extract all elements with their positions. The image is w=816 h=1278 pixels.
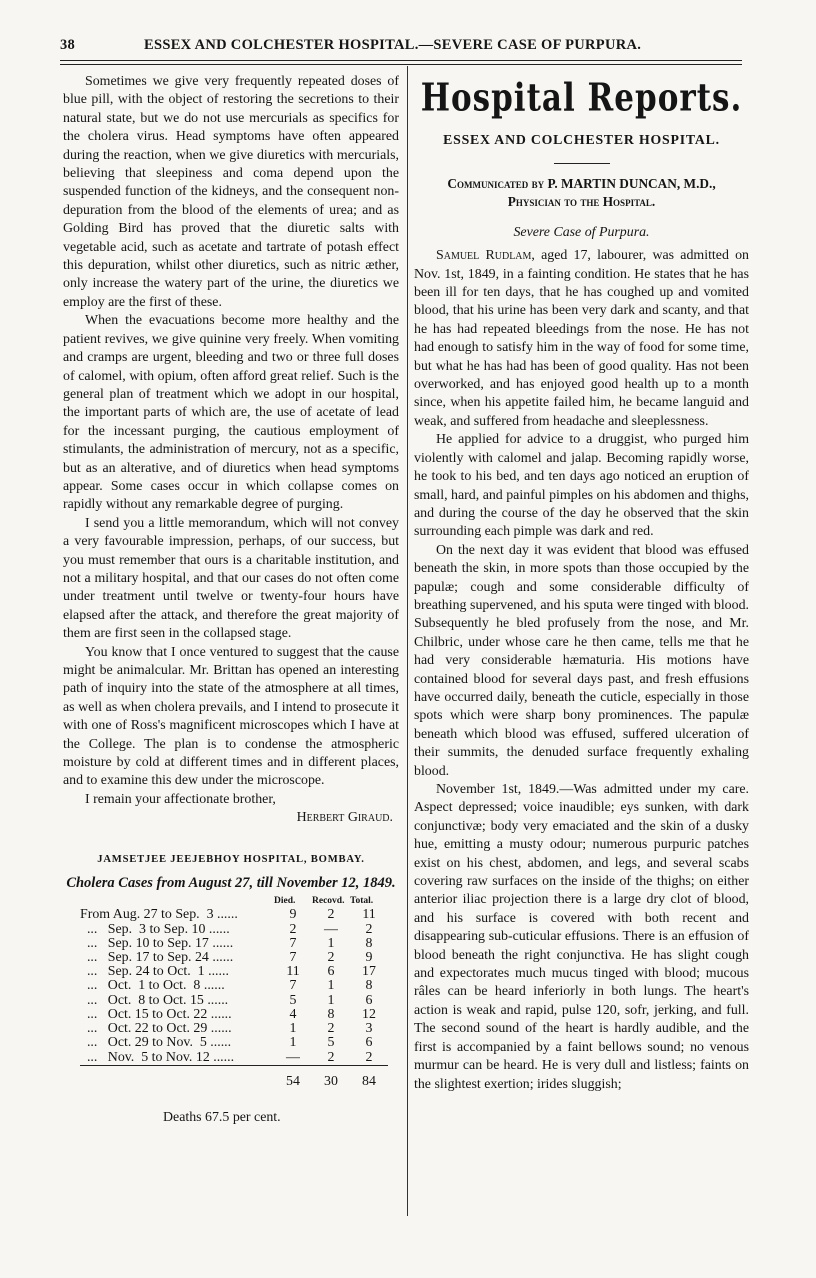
paragraph-text: aged 17, labourer, was admitted on Nov. 1st, 1849, in a fainting condition. He states that he has been ill for ten days, that he has coughed up and vomited blood, that his urine has been very dark and scanty, and that he has had repeated bleedings from the nose. He has not had enough to satisfy him in the way of food for some time, but what he has had has been of good quality. Has not been overworked, and has enjoyed good health up to a month since, when his appetite failed him, he became languid and weak, and suffered from headache and sleeplessness. (414, 248, 749, 429)
table-row (80, 1036, 388, 1050)
row-total: 6 (365, 992, 373, 1008)
paragraph: November 1st, 1849.—Was admitted under my care. Aspect depressed; voice inaudible; eys sunken, with dark conjunctivæ; body very emaciated and the skin of a dusky hue, emitting a musty odour; numerous purpuric patches exist on his chest, abdomen, and legs, and several scabs covering raw surfaces on the inside of the thighs; on either anterior iliac projection there is a large dry clot of blood, and his surface is covered with both recent and disappearing sub-cuticular effusions. There is an effusion of blood beneath the right conjunctiva. He has slight cough and expectorates much mucus tinged with blood; mucous râles can be heard inferiorly in both lungs. The heart's action is weak and rapid, pulse 120, sofr, jerking, and full. The second sound of the heart is hardly audible, and the first is accompanied by a faint bellows sound; no venous murmur can be heard. He is very dull and listless; faints on the slightest exertion; irides sluggish; (414, 782, 749, 1092)
row-died: 11 (286, 964, 300, 980)
paragraph (414, 247, 749, 431)
header-rule (60, 60, 742, 61)
totals-row (80, 1065, 388, 1089)
row-period: ... Oct. 15 to Oct. 22 ...... (80, 1006, 232, 1022)
table-row (80, 994, 388, 1008)
row-period: ... Sep. 24 to Oct. 1 ...... (80, 964, 229, 980)
row-died: 4 (289, 1006, 297, 1022)
column-header: Recovd. (312, 896, 345, 907)
table-row (80, 1051, 388, 1066)
total-total: 84 (350, 1065, 388, 1089)
row-recovered: 2 (327, 1049, 335, 1065)
paragraph: I send you a little memorandum, which will not convey a very favourable impression, perhaps, of our success, but you must remember that ours is a charitable institution, and not a military hospital, and that our cases do not often come under treatment until twelve or twenty-four hours have elapsed after the attack, and therefore the great majority of them are first seen in the collapsed stage. (63, 515, 399, 642)
case-title: Severe Case of Purpura. (513, 224, 650, 240)
row-period: From Aug. 27 to Sep. 3 ...... (80, 907, 238, 923)
table-row (80, 1022, 388, 1036)
section-title: Hospital Reports. (420, 75, 743, 121)
letter-signature: Herbert Giraud. (296, 810, 393, 826)
letter-closing: I remain your affectionate brother, (85, 791, 276, 807)
row-total: 2 (365, 1049, 373, 1065)
total-died: 54 (274, 1065, 312, 1089)
row-total: 2 (365, 921, 373, 937)
row-recovered: 6 (327, 964, 335, 980)
row-died: 5 (289, 992, 297, 1008)
row-recovered: 2 (327, 907, 335, 923)
total-recovered: 30 (312, 1065, 350, 1089)
communicated-by: Communicated by P. MARTIN DUNCAN, M.D., (447, 175, 716, 191)
column-header: Total. (350, 896, 374, 907)
row-total: 12 (362, 1006, 376, 1022)
row-recovered: 1 (327, 935, 335, 951)
table-row (80, 1008, 388, 1022)
row-died: 2 (289, 921, 297, 937)
row-died: 7 (289, 950, 297, 966)
row-died: 1 (289, 1021, 297, 1037)
table-row (80, 908, 388, 922)
row-period: ... Nov. 5 to Nov. 12 ...... (80, 1049, 235, 1065)
paragraph: You know that I once ventured to suggest that the cause might be animalcular. Mr. Brittan has opened an interesting path of inquiry into the state of the atmosphere at all times, as well as when cholera prevails, and I intend to prosecute it with one of Ross's magnificent microscopes which I have at the College. The plan is to condense the atmospheric moisture by cold at different times and in different places, and to examine this dew under the microscope. (63, 644, 399, 789)
row-died: 7 (289, 935, 297, 951)
table-row (80, 923, 388, 937)
row-total: 9 (365, 950, 373, 966)
page-number: 38 (60, 37, 76, 53)
row-total: 11 (362, 907, 376, 923)
table-row (80, 937, 388, 951)
row-total: 3 (365, 1021, 373, 1037)
table-row (80, 951, 388, 965)
right-column (414, 73, 749, 1094)
table-title: Cholera Cases from August 27, till November 12, 1849. (66, 875, 396, 892)
row-period: ... Oct. 1 to Oct. 8 ...... (80, 978, 225, 994)
row-recovered: — (324, 921, 338, 937)
row-total: 8 (365, 935, 373, 951)
row-period: ... Sep. 3 to Sep. 10 ...... (80, 921, 230, 937)
hospital-title: ESSEX AND COLCHESTER HOSPITAL. (443, 132, 720, 148)
row-period: ... Oct. 29 to Nov. 5 ...... (80, 1035, 232, 1051)
row-total: 6 (365, 1035, 373, 1051)
row-died: 9 (289, 907, 297, 923)
row-recovered: 2 (327, 950, 335, 966)
paragraph: He applied for advice to a druggist, who purged him violently with calomel and jalap. Becoming rapidly worse, he took to his bed, and ten days ago noticed an eruption of small, hard, and painful pimples on his abdomen and thighs, and during the course of the day he observed that the skin surrounding each pimple was dark and red. (414, 432, 749, 540)
row-died: 7 (289, 978, 297, 994)
column-header: Died. (274, 896, 296, 907)
running-title: ESSEX AND COLCHESTER HOSPITAL.—SEVERE CASE OF PURPURA. (144, 37, 642, 53)
cholera-table (80, 894, 388, 1088)
row-total: 8 (365, 978, 373, 994)
row-recovered: 2 (327, 1021, 335, 1037)
short-rule (554, 163, 610, 164)
row-died: — (286, 1049, 300, 1065)
row-period: ... Oct. 8 to Oct. 15 ...... (80, 992, 229, 1008)
row-recovered: 1 (327, 992, 335, 1008)
table-row (80, 979, 388, 993)
table-row (80, 965, 388, 979)
communicator-role: Physician to the Hospital. (507, 193, 656, 209)
deaths-note: Deaths 67.5 per cent. (163, 1109, 281, 1125)
paragraph: Sometimes we give very frequently repeated doses of blue pill, with the object of restoring the secretions to their natural state, but we do not use mercurials as specifics for the cholera virus. Head symptoms have often appeared during the reaction, when we give diuretics with mercurials, believing that sleepiness and coma depend upon the suspended function of the kidneys, and the consequent non-depuration from the blood of the elements of urea; and as Golding Bird has proved that the diuretic salts with vegetable acid, such as acetate and tartrate of potash effect this depuration, whilst other diuretics, such as nitric æther, only increase the watery part of the urine, the diuretics we employ are the first of these. (63, 74, 399, 310)
row-period: ... Sep. 17 to Sep. 24 ...... (80, 950, 234, 966)
header-rule-thin (60, 64, 742, 65)
row-died: 1 (289, 1035, 297, 1051)
row-period: ... Sep. 10 to Sep. 17 ...... (80, 935, 234, 951)
paragraph: On the next day it was evident that blood was effused beneath the skin, in more spots than those occupied by the papulæ; cough and some considerable difficulty of breathing supervened, and his sputa were tinged with blood. Subsequently he bled profusely from the nose, and Mr. Chilbric, under whose care he then came, tells me that he had very considerable hæmaturia. His motions have contained blood for several days past, and fresh effusions have occurred daily, beneath the cuticle, especially in those spots which were sharp bony prominences. The papulæ beneath which blood was effused, suffered ulceration of their summits, the denuded surface frequently exhaling blood. (414, 542, 749, 779)
column-divider (407, 66, 408, 1216)
paragraph: When the evacuations become more healthy and the patient revives, we give quinine very freely. When vomiting and cramps are urgent, bleeding and two or three full doses of calomel, with opium, often afford great relief. Such is the general plan of treatment which we adopt in our hospital, the important parts of which are, the use of acetate of lead for the incessant purging, the cautious employment of stimulants, the administration of mercury, not as a specific, but as an alterative, and of diuretics when head symptoms appear. Some cases occur in which collapse comes on rapidly without any remarkable degree of purging. (63, 313, 399, 513)
table-heading: JAMSETJEE JEEJEBHOY HOSPITAL, BOMBAY. (97, 853, 365, 865)
row-total: 17 (362, 964, 376, 980)
patient-name: Samuel Rudlam, (436, 248, 535, 264)
row-recovered: 1 (327, 978, 335, 994)
row-recovered: 8 (327, 1006, 335, 1022)
row-recovered: 5 (327, 1035, 335, 1051)
row-period: ... Oct. 22 to Oct. 29 ...... (80, 1021, 232, 1037)
left-column (63, 73, 399, 1127)
